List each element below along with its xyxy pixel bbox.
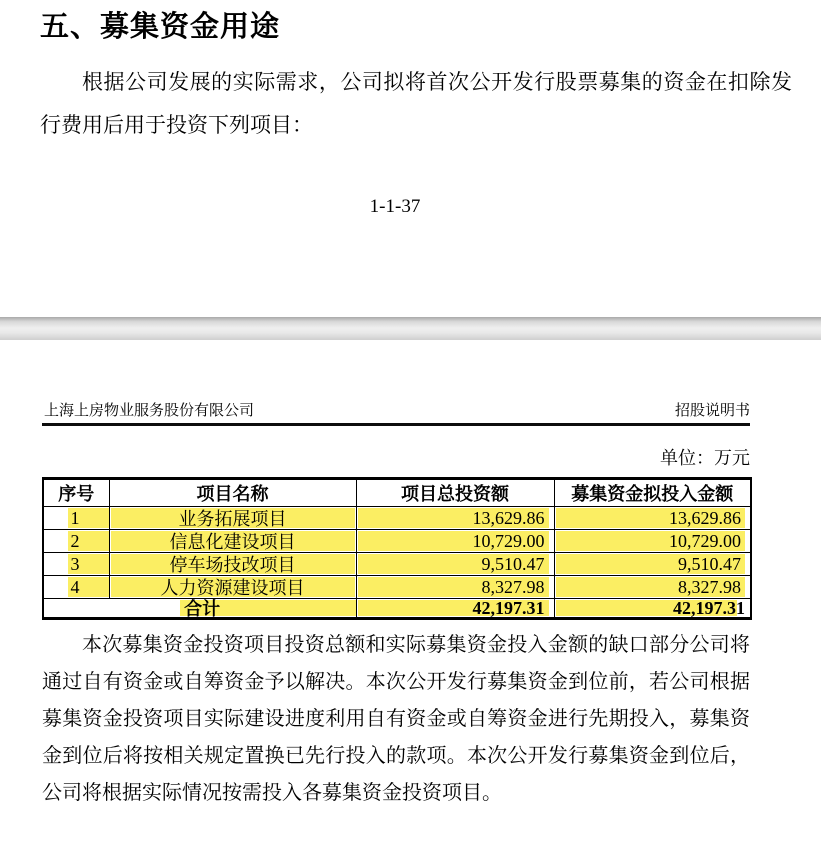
table-row [43, 530, 751, 553]
cell-raised-amount: 10,729.00 [554, 530, 751, 553]
table-row [43, 553, 751, 576]
cell-project-name: 停车场技改项目 [109, 553, 356, 576]
table-total-row [43, 599, 751, 619]
page-number: 1-1-37 [369, 196, 421, 217]
cell-project-name: 人力资源建设项目 [109, 576, 356, 599]
col-header-total: 项目总投资额 [356, 479, 554, 507]
cell-raised-amount: 13,629.86 [554, 507, 751, 530]
cell-total-investment: 9,510.47 [356, 553, 554, 576]
col-header-name: 项目名称 [109, 479, 356, 507]
running-header [42, 399, 750, 420]
section-heading: 五、募集资金用途 [40, 11, 281, 43]
cell-row-no: 4 [43, 576, 109, 599]
cell-row-no: 3 [43, 553, 109, 576]
cell-total-investment: 13,629.86 [356, 507, 554, 530]
cell-raised-amount: 8,327.98 [554, 576, 751, 599]
table-row [43, 507, 751, 530]
cell-total-investment-sum: 42,197.31 [356, 599, 554, 619]
col-header-raised: 募集资金拟投入金额 [554, 479, 751, 507]
cell-total-label: 合计 [43, 599, 356, 619]
cell-raised-amount-sum: 42,197.31 [554, 599, 751, 619]
funds-use-table [42, 477, 752, 620]
cell-total-investment: 10,729.00 [356, 530, 554, 553]
cell-total-investment: 8,327.98 [356, 576, 554, 599]
cell-row-no: 1 [43, 507, 109, 530]
header-company-name: 上海上房物业服务股份有限公司 [44, 403, 255, 419]
intro-paragraph: 根据公司发展的实际需求，公司拟将首次公开发行股票募集的资金在扣除发行费用后用于投资下列项目： [40, 70, 792, 137]
header-rule [42, 423, 750, 426]
page-2 [42, 396, 750, 852]
cell-row-no: 2 [43, 530, 109, 553]
cell-project-name: 信息化建设项目 [109, 530, 356, 553]
col-header-no: 序号 [43, 479, 109, 507]
cell-project-name: 业务拓展项目 [109, 507, 356, 530]
cell-raised-amount: 9,510.47 [554, 553, 751, 576]
closing-paragraph: 本次募集资金投资项目投资总额和实际募集资金投入金额的缺口部分公司将通过自有资金或自筹资金予以解决。本次公开发行募集资金到位前，若公司根据募集资金投资项目实际建设进度利用自有资金或自筹资金进行先期投入，募集资金到位后将按相关规定置换已先行投入的款项。本次公开发行募集资金到位后，公司将根据实际情况按需投入各募集资金投资项目。 [42, 634, 750, 804]
unit-label: 单位：万元 [660, 448, 750, 468]
table-row [43, 576, 751, 599]
table-header-row [43, 479, 751, 507]
header-doc-type: 招股说明书 [674, 403, 750, 419]
page-separator [0, 317, 821, 340]
